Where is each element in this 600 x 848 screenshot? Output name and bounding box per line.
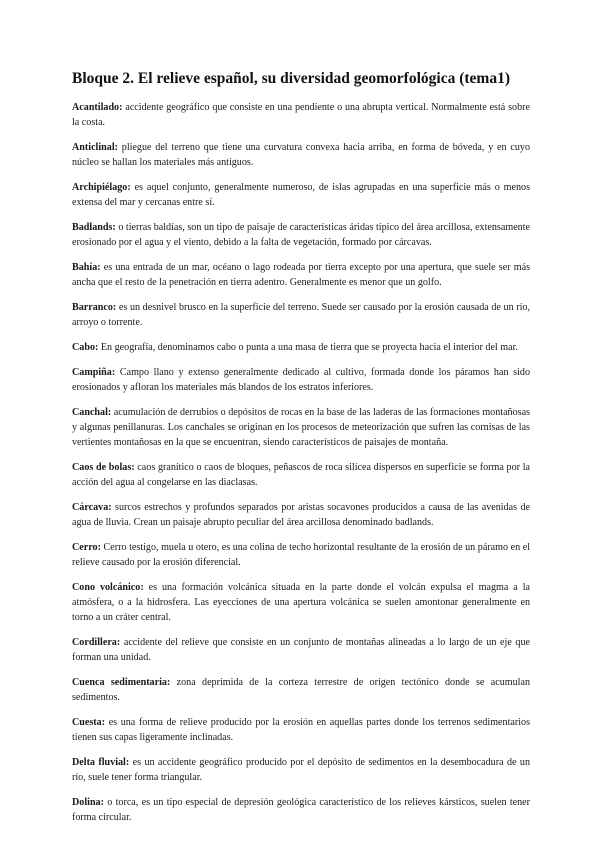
glossary-entry xyxy=(72,795,530,825)
glossary-entry xyxy=(72,340,530,355)
glossary-term: Canchal: xyxy=(72,407,112,418)
glossary-term: Anticlinal: xyxy=(72,142,118,153)
glossary-definition: o torca, es un tipo especial de depresión geológica característico de los relieves kársticos, suelen tener forma circular. xyxy=(72,797,530,823)
glossary-entry xyxy=(72,715,530,745)
glossary-entry xyxy=(72,365,530,395)
glossary-definition: es una forma de relieve producido por la erosión en aquellas partes donde los terrenos sedimentarios tienen sus capas ligeramente inclinadas. xyxy=(72,717,530,743)
glossary-entry xyxy=(72,755,530,785)
glossary-term: Caos de bolas: xyxy=(72,462,135,473)
glossary-term: Cárcava: xyxy=(72,502,112,513)
glossary-definition: es un accidente geográfico producido por el depósito de sedimentos en la desembocadura de un río, suele tener forma triangular. xyxy=(72,757,530,783)
glossary-term: Barranco: xyxy=(72,302,117,313)
glossary-list xyxy=(72,100,530,825)
glossary-definition: Campo llano y extenso generalmente dedicado al cultivo, formada donde los páramos han sido erosionados y afloran los materiales más blandos de los estratos inferiores. xyxy=(72,367,530,393)
glossary-term: Delta fluvial: xyxy=(72,757,130,768)
glossary-entry xyxy=(72,405,530,450)
glossary-term: Campiña: xyxy=(72,367,116,378)
glossary-definition: es aquel conjunto, generalmente numeroso, de islas agrupadas en una superficie más o menos extensa del mar y cercanas entre sí. xyxy=(72,182,530,208)
glossary-term: Cuenca sedimentaria: xyxy=(72,677,171,688)
glossary-entry xyxy=(72,220,530,250)
glossary-definition: es una entrada de un mar, océano o lago rodeada por tierra excepto por una apertura, que suele ser más ancha que el resto de la penetración en tierra adentro. Generalmente es menor que un golfo. xyxy=(72,262,530,288)
glossary-definition: acumulación de derrubios o depósitos de rocas en la base de las laderas de las formaciones montañosas y algunas penillanuras. Los canchales se originan en los procesos de meteorización que sufren las cornisas de las vertientes montañosas en la que se encuentran, siendo característicos de paisajes de montaña. xyxy=(72,407,530,448)
glossary-term: Cono volcánico: xyxy=(72,582,144,593)
glossary-definition: surcos estrechos y profundos separados por aristas socavones producidos a causa de las avenidas de agua de lluvia. Crean un paisaje abrupto peculiar del área arcillosa denominado badlands. xyxy=(72,502,530,528)
glossary-term: Bahía: xyxy=(72,262,101,273)
glossary-definition: es una formación volcánica situada en la parte donde el volcán expulsa el magma a la atmósfera, o a la hidrosfera. Las eyecciones de una apertura volcánica se suelen amontonar generalmente en torno a un cráter central. xyxy=(72,582,530,623)
glossary-definition: o tierras baldías, son un tipo de paisaje de características áridas típico del área arcillosa, extensamente erosionado por el agua y el viento, debido a la falta de vegetación, formado por cárcavas. xyxy=(72,222,530,248)
glossary-definition: accidente del relieve que consiste en un conjunto de montañas alineadas a lo largo de un eje que forman una unidad. xyxy=(72,637,530,663)
glossary-definition: accidente geográfico que consiste en una pendiente o una abrupta vertical. Normalmente está sobre la costa. xyxy=(72,102,530,128)
glossary-term: Cuesta: xyxy=(72,717,106,728)
page-title: Bloque 2. El relieve español, su diversidad geomorfológica (tema1) xyxy=(72,70,510,87)
glossary-entry xyxy=(72,300,530,330)
glossary-definition: Cerro testigo, muela u otero, es una colina de techo horizontal resultante de la erosión de un páramo en el relieve causado por la erosión diferencial. xyxy=(72,542,530,568)
glossary-entry xyxy=(72,100,530,130)
glossary-definition: caos granítico o caos de bloques, peñascos de roca silícea dispersos en superficie se forma por la acción del agua al congelarse en las diaclasas. xyxy=(72,462,530,488)
glossary-term: Cerro: xyxy=(72,542,101,553)
glossary-term: Acantilado: xyxy=(72,102,123,113)
glossary-entry xyxy=(72,635,530,665)
glossary-term: Cabo: xyxy=(72,342,99,353)
glossary-definition: pliegue del terreno que tiene una curvatura convexa hacia arriba, en forma de bóveda, y en cuyo núcleo se hallan los materiales más antiguos. xyxy=(72,142,530,168)
glossary-entry xyxy=(72,260,530,290)
glossary-term: Dolina: xyxy=(72,797,104,808)
glossary-term: Archipiélago: xyxy=(72,182,131,193)
glossary-term: Cordillera: xyxy=(72,637,121,648)
glossary-entry xyxy=(72,540,530,570)
glossary-definition: zona deprimida de la corteza terrestre de origen tectónico donde se acumulan sedimentos. xyxy=(72,677,530,703)
glossary-term: Badlands: xyxy=(72,222,116,233)
glossary-definition: En geografía, denominamos cabo o punta a una masa de tierra que se proyecta hacia el interior del mar. xyxy=(98,342,518,353)
glossary-entry xyxy=(72,180,530,210)
glossary-entry xyxy=(72,580,530,625)
glossary-entry xyxy=(72,460,530,490)
glossary-entry xyxy=(72,140,530,170)
glossary-entry xyxy=(72,675,530,705)
glossary-definition: es un desnivel brusco en la superficie del terreno. Suede ser causado por la erosión causada de un río, arroyo o torrente. xyxy=(72,302,530,328)
glossary-entry xyxy=(72,500,530,530)
